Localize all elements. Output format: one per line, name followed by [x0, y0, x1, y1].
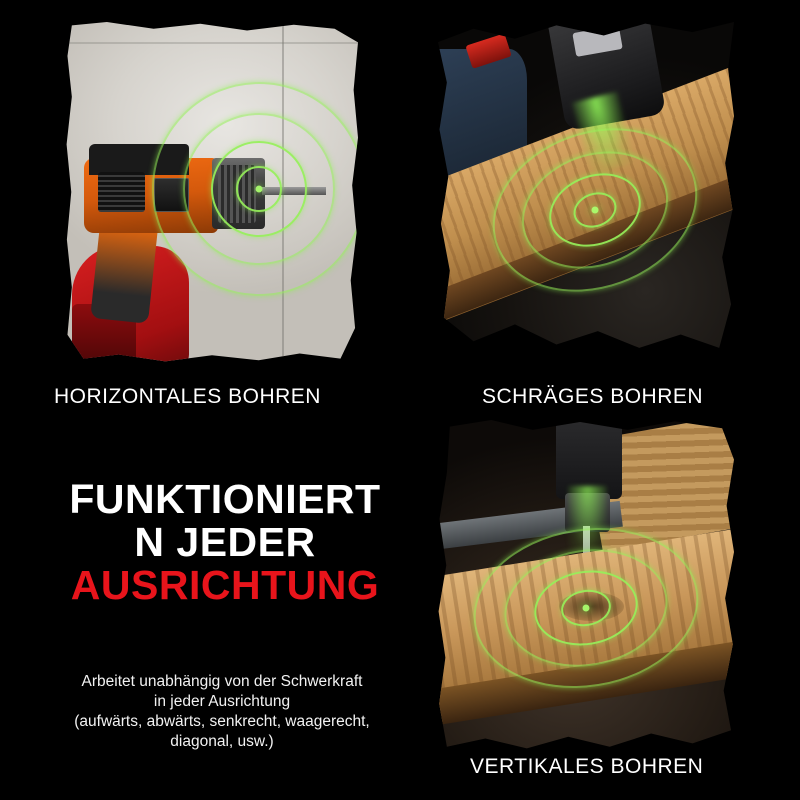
drill-bit: [262, 187, 326, 196]
panel-vertical-drilling: [438, 420, 734, 750]
subtext-line-2: in jeder Ausrichtung: [153, 693, 291, 711]
panel-angled-drilling: [438, 22, 734, 358]
headline-block: [20, 478, 430, 608]
subtext-line-3: (aufwärts, abwärts, senkrecht, waagerecht,: [74, 713, 370, 731]
drill-chuck-ring: [218, 165, 256, 223]
panel-horizontal-drilling: [66, 22, 358, 362]
panel-vertical-image: [438, 420, 734, 750]
drill-control-panel: [154, 178, 189, 212]
headline-line-3-accent: AUSRICHTUNG: [70, 562, 380, 609]
wall-seam-horizontal: [66, 42, 358, 44]
subtext-line-4: diagonal, usw.): [170, 733, 274, 751]
headline-line-1: FUNKTIONIERT: [69, 476, 381, 522]
caption-horizontal-drilling: HORIZONTALES BOHREN: [54, 385, 321, 408]
headline-line-2: N JEDER: [134, 518, 316, 565]
panel-horizontal-image: [66, 22, 358, 362]
caption-angled-drilling: SCHRÄGES BOHREN: [482, 385, 704, 408]
caption-vertical-drilling: VERTIKALES BOHREN: [470, 755, 704, 778]
drill-vent: [98, 172, 145, 213]
subtext-block: [22, 672, 422, 753]
green-glow-cone: [568, 486, 606, 552]
drill-handle: [90, 223, 158, 324]
panel-angled-image: [438, 22, 734, 358]
subtext-line-1: Arbeitet unabhängig von der Schwerkraft: [81, 673, 363, 690]
drill-top-shell: [89, 144, 188, 175]
